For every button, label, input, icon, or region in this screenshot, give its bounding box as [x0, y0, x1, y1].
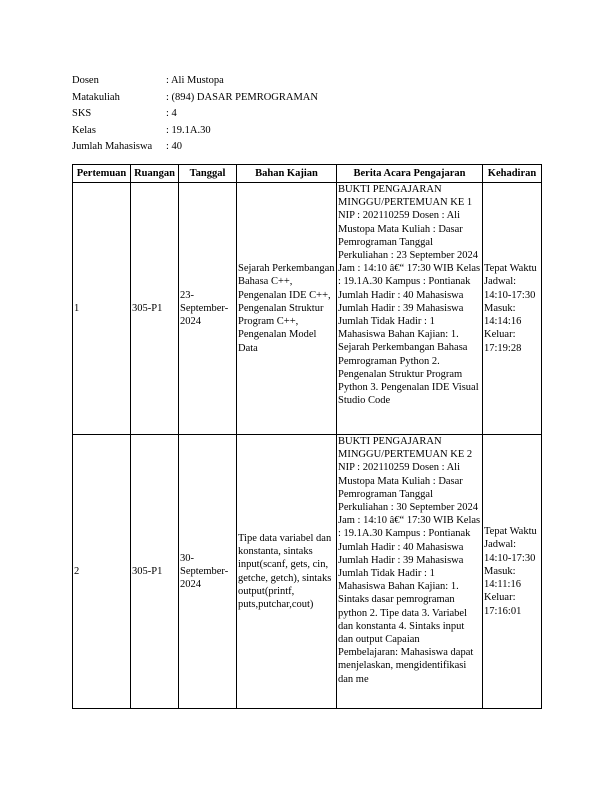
- header-kehadiran: Kehadiran: [483, 165, 542, 183]
- info-row-jumlah: [72, 139, 318, 156]
- table-header-row: [73, 165, 542, 183]
- course-info: [72, 73, 318, 156]
- cell-pertemuan: 2: [73, 435, 131, 709]
- cell-berita-acara: [337, 183, 483, 435]
- berita-acara-text: BUKTI PENGAJARAN MINGGU/PERTEMUAN KE 1 NIP : 202110259 Dosen : Ali Mustopa Mata Kuliah : Dasar Pemrograman Tanggal Perkuliahan : 23 September 2024 Jam : 14:10 â€“ 17:30 WIB Kelas : 19.1A.30 Kampus : Pontianak Jumlah Hadir : 40 Mahasiswa Jumlah Hadir : 39 Mahasiswa Jumlah Tidak Hadir : 1 Mahasiswa Bahan Kajian: 1. Sejarah Perkembangan Bahasa Pemrograman Python 2. Pengenalan Struktur Program Python 3. Pengenalan IDE Visual Studio Code: [338, 184, 481, 407]
- info-row-sks: [72, 106, 318, 123]
- matakuliah-label: Matakuliah: [72, 91, 120, 103]
- cell-bahan-kajian: Tipe data variabel dan konstanta, sintaks input(scanf, gets, cin, getche, getch), sintaks output(printf, puts,putchar,cout): [237, 435, 337, 709]
- cell-ruangan: 305-P1: [131, 435, 179, 709]
- header-pertemuan: Pertemuan: [73, 165, 131, 183]
- dosen-value: : Ali Mustopa: [166, 75, 224, 86]
- cell-pertemuan: 1: [73, 183, 131, 435]
- cell-bahan-kajian: Sejarah Perkembangan Bahasa C++, Pengenalan IDE C++, Pengenalan Struktur Program C++, Pengenalan Model Data: [237, 183, 337, 435]
- info-row-matakuliah: [72, 90, 318, 107]
- sks-value: : 4: [166, 108, 177, 119]
- info-row-kelas: [72, 123, 318, 140]
- cell-tanggal: 23-September-2024: [179, 183, 237, 435]
- info-row-dosen: [72, 73, 318, 90]
- cell-kehadiran: Tepat Waktu Jadwal: 14:10-17:30 Masuk: 14:14:16 Keluar: 17:19:28: [483, 183, 542, 435]
- dosen-label: Dosen: [72, 75, 99, 86]
- cell-berita-acara: [337, 435, 483, 709]
- table-row: [73, 435, 542, 709]
- matakuliah-value: : (894) DASAR PEMROGRAMAN: [166, 91, 318, 103]
- cell-tanggal: 30-September-2024: [179, 435, 237, 709]
- cell-ruangan: 305-P1: [131, 183, 179, 435]
- table-row: [73, 183, 542, 435]
- header-berita-acara: Berita Acara Pengajaran: [337, 165, 483, 183]
- jumlah-value: : 40: [166, 141, 183, 152]
- header-bahan-kajian: Bahan Kajian: [237, 165, 337, 183]
- cell-kehadiran: Tepat Waktu Jadwal: 14:10-17:30 Masuk: 14:11:16 Keluar: 17:16:01: [483, 435, 542, 709]
- kelas-label: Kelas: [72, 124, 96, 136]
- jumlah-label: Jumlah Mahasiswa: [72, 141, 153, 152]
- kelas-value: : 19.1A.30: [166, 124, 211, 136]
- header-tanggal: Tanggal: [179, 165, 237, 183]
- berita-acara-text: BUKTI PENGAJARAN MINGGU/PERTEMUAN KE 2 NIP : 202110259 Dosen : Ali Mustopa Mata Kuliah : Dasar Pemrograman Tanggal Perkuliahan : 30 September 2024 Jam : 14:10 â€“ 17:30 WIB Kelas : 19.1A.30 Kampus : Pontianak Jumlah Hadir : 40 Mahasiswa Jumlah Hadir : 39 Mahasiswa Jumlah Tidak Hadir : 1 Mahasiswa Bahan Kajian: 1. Sintaks dasar pemrograman python 2. Tipe data 3. Variabel dan konstanta 4. Sintaks input dan output Capaian Pembelajaran: Mahasiswa dapat menjelaskan, mengidentifikasi dan me: [338, 436, 481, 685]
- teaching-report-table: [72, 164, 542, 709]
- header-ruangan: Ruangan: [131, 165, 179, 183]
- sks-label: SKS: [72, 108, 92, 119]
